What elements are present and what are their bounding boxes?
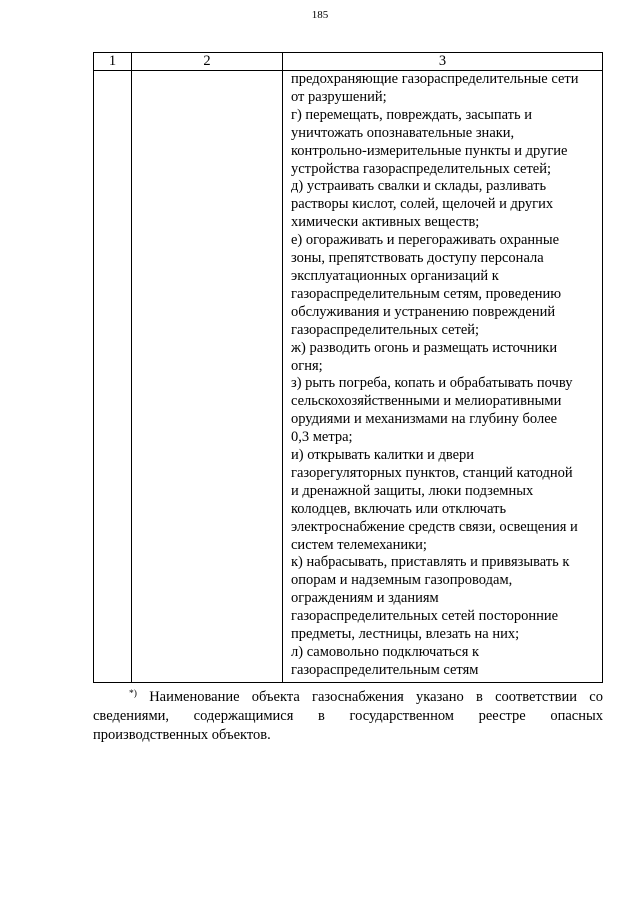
cell-line: к) набрасывать, приставлять и привязывать к [291, 554, 570, 571]
cell-line: орудиями и механизмами на глубину более [291, 411, 558, 428]
cell-line: опорам и надземным газопроводам, [291, 572, 513, 589]
footnote-line: сведениями, содержащимися в государственном реестре опасных [93, 708, 603, 724]
cell-line: л) самовольно подключаться к [291, 644, 480, 660]
table-cell-col2 [132, 71, 283, 683]
cell-line: колодцев, включать или отключать [291, 500, 507, 517]
footnote-line: производственных объектов. [93, 727, 271, 743]
table-cell-col3 [283, 71, 603, 683]
cell-line: 0,3 метра; [291, 429, 353, 446]
cell-line: д) устраивать свалки и склады, разливать [291, 178, 547, 195]
column-header-1: 1 [94, 53, 132, 71]
cell-line: систем телемеханики; [291, 536, 427, 553]
requirements-table [93, 52, 603, 683]
cell-line: ограждениям и зданиям [291, 590, 439, 607]
cell-line: ж) разводить огонь и размещать источники [291, 339, 558, 356]
cell-line: контрольно-измерительные пункты и другие [291, 142, 568, 159]
footnote-line [93, 685, 603, 707]
cell-line: газораспределительных сетей посторонние [291, 608, 559, 625]
cell-line: и) открывать калитки и двери [291, 447, 475, 464]
cell-line: растворы кислот, солей, щелочей и других [291, 196, 554, 213]
table-cell-col1 [94, 71, 132, 683]
cell-line: газораспределительным сетям [291, 661, 479, 678]
cell-line: з) рыть погреба, копать и обрабатывать почву [291, 375, 573, 392]
cell-line: уничтожать опознавательные знаки, [291, 124, 515, 141]
cell-line: газораспределительным сетям, проведению [291, 285, 562, 302]
cell-line: устройства газораспределительных сетей; [291, 160, 552, 177]
column-header-2: 2 [132, 53, 283, 71]
cell-line: газораспределительных сетей; [291, 321, 480, 338]
cell-line: эксплуатационных организаций к [291, 267, 499, 284]
cell-line: обслуживания и устранению повреждений [291, 303, 556, 320]
footnote [93, 685, 603, 745]
cell-line: е) огораживать и перегораживать охранные [291, 232, 560, 249]
column-header-3: 3 [283, 53, 603, 71]
footnote-text: Наименование объекта газоснабжения указано в соответствии со [149, 689, 603, 705]
cell-line: г) перемещать, повреждать, засыпать и [291, 106, 533, 123]
table-row [94, 71, 603, 683]
cell-line: зоны, препятствовать доступу персонала [291, 250, 544, 267]
cell-line: огня; [291, 357, 323, 374]
cell-line: и дренажной защиты, люки подземных [291, 482, 534, 499]
cell-line: газорегуляторных пунктов, станций катодной [291, 464, 573, 481]
cell-line: от разрушений; [291, 88, 387, 105]
cell-line: электроснабжение средств связи, освещения и [291, 518, 578, 535]
cell-line: предохраняющие газораспределительные сети [291, 71, 579, 87]
cell-line: химически активных веществ; [291, 214, 480, 231]
footnote-marker: *) [129, 689, 137, 699]
cell-line: предметы, лестницы, влезать на них; [291, 626, 520, 643]
page-number: 185 [311, 9, 329, 21]
cell-line: сельскохозяйственными и мелиоративными [291, 393, 562, 410]
table-header-row [94, 53, 603, 71]
